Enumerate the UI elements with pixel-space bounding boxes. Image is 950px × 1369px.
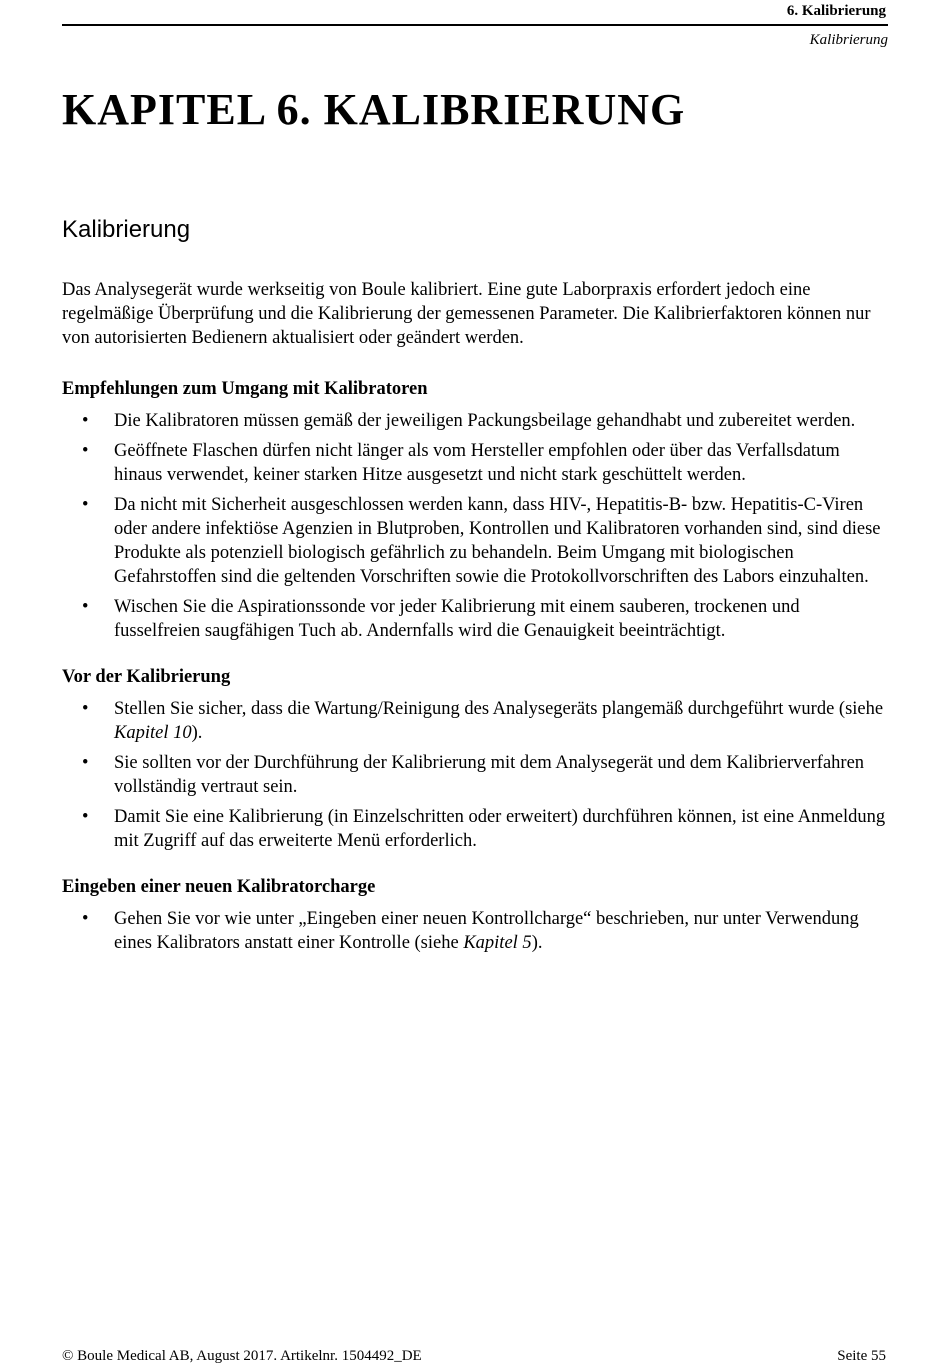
page-number: Seite 55	[837, 1348, 886, 1364]
list-item-text-after: ).	[531, 933, 543, 953]
bullet-icon: •	[82, 699, 89, 719]
subheading-calibrator-handling: Empfehlungen zum Umgang mit Kalibratoren	[62, 379, 428, 399]
section-heading: Kalibrierung	[62, 216, 191, 243]
list-item	[62, 439, 888, 487]
before-calibration-list	[62, 697, 888, 853]
list-item-text	[114, 909, 859, 953]
list-item-text: Die Kalibratoren müssen gemäß der jeweiligen Packungsbeilage gehandhabt und zubereitet werden.	[114, 411, 856, 431]
bullet-icon: •	[82, 495, 89, 515]
running-header-chapter: 6. Kalibrierung	[786, 3, 886, 19]
new-calibrator-lot-list	[62, 907, 888, 955]
chapter-reference: Kapitel 5	[463, 933, 532, 953]
intro-paragraph: Das Analysegerät wurde werkseitig von Boule kalibriert. Eine gute Laborpraxis erfordert jedoch eine regelmäßige Überprüfung und die Kalibrierung der gemessenen Parameter. Die Kalibrierfaktoren können nur von autorisierten Bedienern aktualisiert oder geändert werden.	[62, 280, 871, 348]
running-header	[62, 0, 888, 52]
running-header-section: Kalibrierung	[809, 32, 888, 48]
list-item-text: Da nicht mit Sicherheit ausgeschlossen werden kann, dass HIV-, Hepatitis-B- bzw. Hepatitis-C-Viren oder andere infektiöse Agenzien in Blutproben, Kontrollen und Kalibratoren vorhanden sind, sind diese Produkte als potenziell biologisch gefährlich zu behandeln. Beim Umgang mit biologischen Gefahrstoffen sind die geltenden Vorschriften sowie die Protokollvorschriften des Labors einzuhalten.	[114, 495, 881, 587]
subheading-before-calibration: Vor der Kalibrierung	[62, 667, 231, 687]
list-item	[62, 697, 888, 745]
bullet-icon: •	[82, 807, 89, 827]
calibrator-handling-list	[62, 409, 888, 643]
bullet-icon: •	[82, 753, 89, 773]
list-item-text: Sie sollten vor der Durchführung der Kalibrierung mit dem Analysegerät und dem Kalibrierverfahren vollständig vertraut sein.	[114, 753, 865, 797]
list-item	[62, 907, 888, 955]
list-item-text	[114, 699, 883, 743]
bullet-icon: •	[82, 441, 89, 461]
chapter-reference: Kapitel 10	[114, 723, 192, 743]
list-item	[62, 409, 888, 433]
list-item	[62, 751, 888, 799]
list-item	[62, 805, 888, 853]
list-item-text-before: Stellen Sie sicher, dass die Wartung/Reinigung des Analysegeräts plangemäß durchgeführt wurde (siehe	[114, 699, 884, 719]
list-item-text: Wischen Sie die Aspirationssonde vor jeder Kalibrierung mit einem sauberen, trockenen und fusselfreien saugfähigen Tuch ab. Andernfalls wird die Genauigkeit beeinträchtigt.	[114, 597, 800, 641]
header-rule	[62, 24, 888, 26]
chapter-title: KAPITEL 6. KALIBRIERUNG	[62, 85, 686, 134]
bullet-icon: •	[82, 597, 89, 617]
footer-copyright: © Boule Medical AB, August 2017. Artikelnr. 1504492_DE	[62, 1348, 422, 1364]
page-content	[62, 278, 888, 961]
list-item-text: Geöffnete Flaschen dürfen nicht länger als vom Hersteller empfohlen oder über das Verfallsdatum hinaus verwendet, keiner starken Hitze ausgesetzt und nicht stark geschüttelt werden.	[114, 441, 840, 485]
list-item-text-before: Gehen Sie vor wie unter „Eingeben einer neuen Kontrollcharge“ beschrieben, nur unter Verwendung eines Kalibrators anstatt einer Kontrolle (siehe	[114, 909, 859, 953]
bullet-icon: •	[82, 411, 89, 431]
bullet-icon: •	[82, 909, 89, 929]
list-item	[62, 493, 888, 589]
list-item-text: Damit Sie eine Kalibrierung (in Einzelschritten oder erweitert) durchführen können, ist eine Anmeldung mit Zugriff auf das erweiterte Menü erforderlich.	[114, 807, 886, 851]
list-item-text-after: ).	[191, 723, 203, 743]
subheading-new-calibrator-lot: Eingeben einer neuen Kalibratorcharge	[62, 877, 376, 897]
list-item	[62, 595, 888, 643]
